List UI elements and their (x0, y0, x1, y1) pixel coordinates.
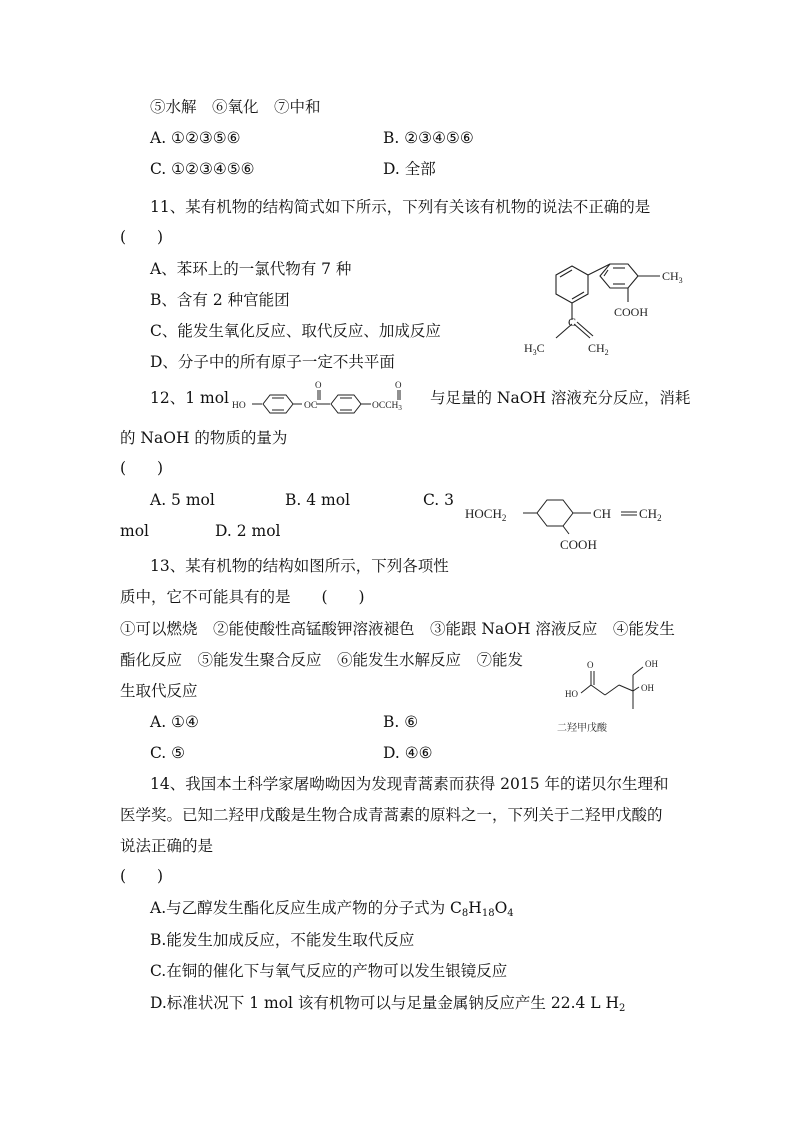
q11-answer-paren: ( ) (120, 228, 164, 246)
q12-answer-paren: ( ) (120, 459, 164, 477)
q11-structure-diagram (520, 258, 700, 358)
q11-cooh-label: COOH (614, 305, 649, 319)
q13-properties-line3: 生取代反应 (120, 682, 198, 700)
q12-stem-part2: 与足量的 NaOH 溶液充分反应，消耗 (430, 389, 691, 407)
q12-option-a: A. 5 mol (150, 491, 215, 509)
q11-ch3-label: $CH_3$ (662, 269, 683, 285)
q12-option-c: C. 3 (423, 491, 455, 509)
q14-stem-part1: 14、我国本土科学家屠呦呦因为发现青蒿素而获得 2015 年的诺贝尔生理和 (150, 775, 669, 793)
q11-option-a: A、苯环上的一氯代物有 7 种 (150, 260, 352, 278)
q14-stem-part3: 说法正确的是 (120, 837, 214, 855)
q11-option-d: D、分子中的所有原子一定不共平面 (150, 353, 395, 371)
q12-option-b: B. 4 mol (285, 491, 351, 509)
q13-stem-part1: 13、某有机物的结构如图所示，下列各项性 (150, 557, 449, 575)
q13-ch-label: CH (593, 506, 612, 521)
q11-option-c: C、能发生氧化反应、取代反应、加成反应 (150, 322, 441, 340)
q11-ch2-label: $CH_2$ (588, 341, 609, 357)
mevalonic-oh1-label: OH (645, 659, 658, 669)
q12-option-c-unit: mol (120, 522, 149, 540)
q11-stem: 11、某有机物的结构简式如下所示，下列有关该有机物的说法不正确的是 (150, 198, 651, 216)
q13-structure-diagram (465, 494, 675, 556)
q12-o2-label: O (395, 380, 402, 390)
q12-ho-label: HO (232, 401, 246, 411)
mevalonic-o-label: O (587, 660, 594, 670)
q10-continuation: ⑤水解 ⑥氧化 ⑦中和 (150, 98, 321, 116)
q12-occh3-label: $OCCH_3$ (372, 401, 402, 412)
q10-option-a: A. ①②③⑤⑥ (150, 129, 241, 147)
q14-answer-paren: ( ) (120, 867, 164, 885)
q12-stem-part3: 的 NaOH 的物质的量为 (120, 429, 288, 447)
q13-option-c: C. ⑤ (150, 744, 186, 762)
q14-option-a: A.与乙醇发生酯化反应生成产物的分子式为 $C_8H_{18}O_4$ (150, 899, 514, 919)
q13-properties-line1: ①可以燃烧 ②能使酸性高锰酸钾溶液褪色 ③能跟 NaOH 溶液反应 ④能发生 (120, 620, 675, 638)
q13-hoch2-label: $HOCH_2$ (465, 506, 507, 523)
q13-stem-part2: 质中，它不可能具有的是 ( ) (120, 588, 365, 606)
q14-option-b: B.能发生加成反应，不能发生取代反应 (150, 931, 415, 949)
q12-o1-label: O (315, 380, 322, 390)
q13-ch2-label: $CH_2$ (639, 506, 662, 523)
q11-option-b: B、含有 2 种官能团 (150, 291, 290, 309)
q11-c-label: C (568, 315, 577, 329)
q12-stem-part1: 12、1 mol (150, 389, 229, 407)
q13-option-b: B. ⑥ (383, 713, 419, 731)
q11-h3c-label: $H_3C$ (524, 341, 545, 357)
q12-option-d: D. 2 mol (215, 522, 281, 540)
q14-option-c: C.在铜的催化下与氧气反应的产物可以发生银镜反应 (150, 962, 508, 980)
q10-option-d: D. 全部 (383, 160, 436, 178)
q12-oc-label: OC (304, 401, 318, 411)
q13-option-a: A. ①④ (150, 713, 199, 731)
q12-structure-diagram (230, 378, 425, 418)
q10-option-b: B. ②③④⑤⑥ (383, 129, 474, 147)
q10-option-c: C. ①②③④⑤⑥ (150, 160, 255, 178)
q14-stem-part2: 医学奖。已知二羟甲戊酸是生物合成青蒿素的原料之一，下列关于二羟甲戊酸的 (120, 806, 663, 824)
mevalonic-oh2-label: OH (641, 683, 654, 693)
q13-option-d: D. ④⑥ (383, 744, 433, 762)
q14-option-d: D.标准状况下 1 mol 该有机物可以与足量金属钠反应产生 22.4 L $H_2$ (150, 994, 626, 1014)
mevalonic-acid-structure (555, 655, 675, 740)
mevalonic-caption: 二羟甲戊酸 (557, 723, 607, 734)
q13-properties-line2: 酯化反应 ⑤能发生聚合反应 ⑥能发生水解反应 ⑦能发 (120, 651, 524, 669)
mevalonic-ho-label: HO (565, 689, 578, 699)
q13-cooh-label: COOH (560, 537, 597, 552)
